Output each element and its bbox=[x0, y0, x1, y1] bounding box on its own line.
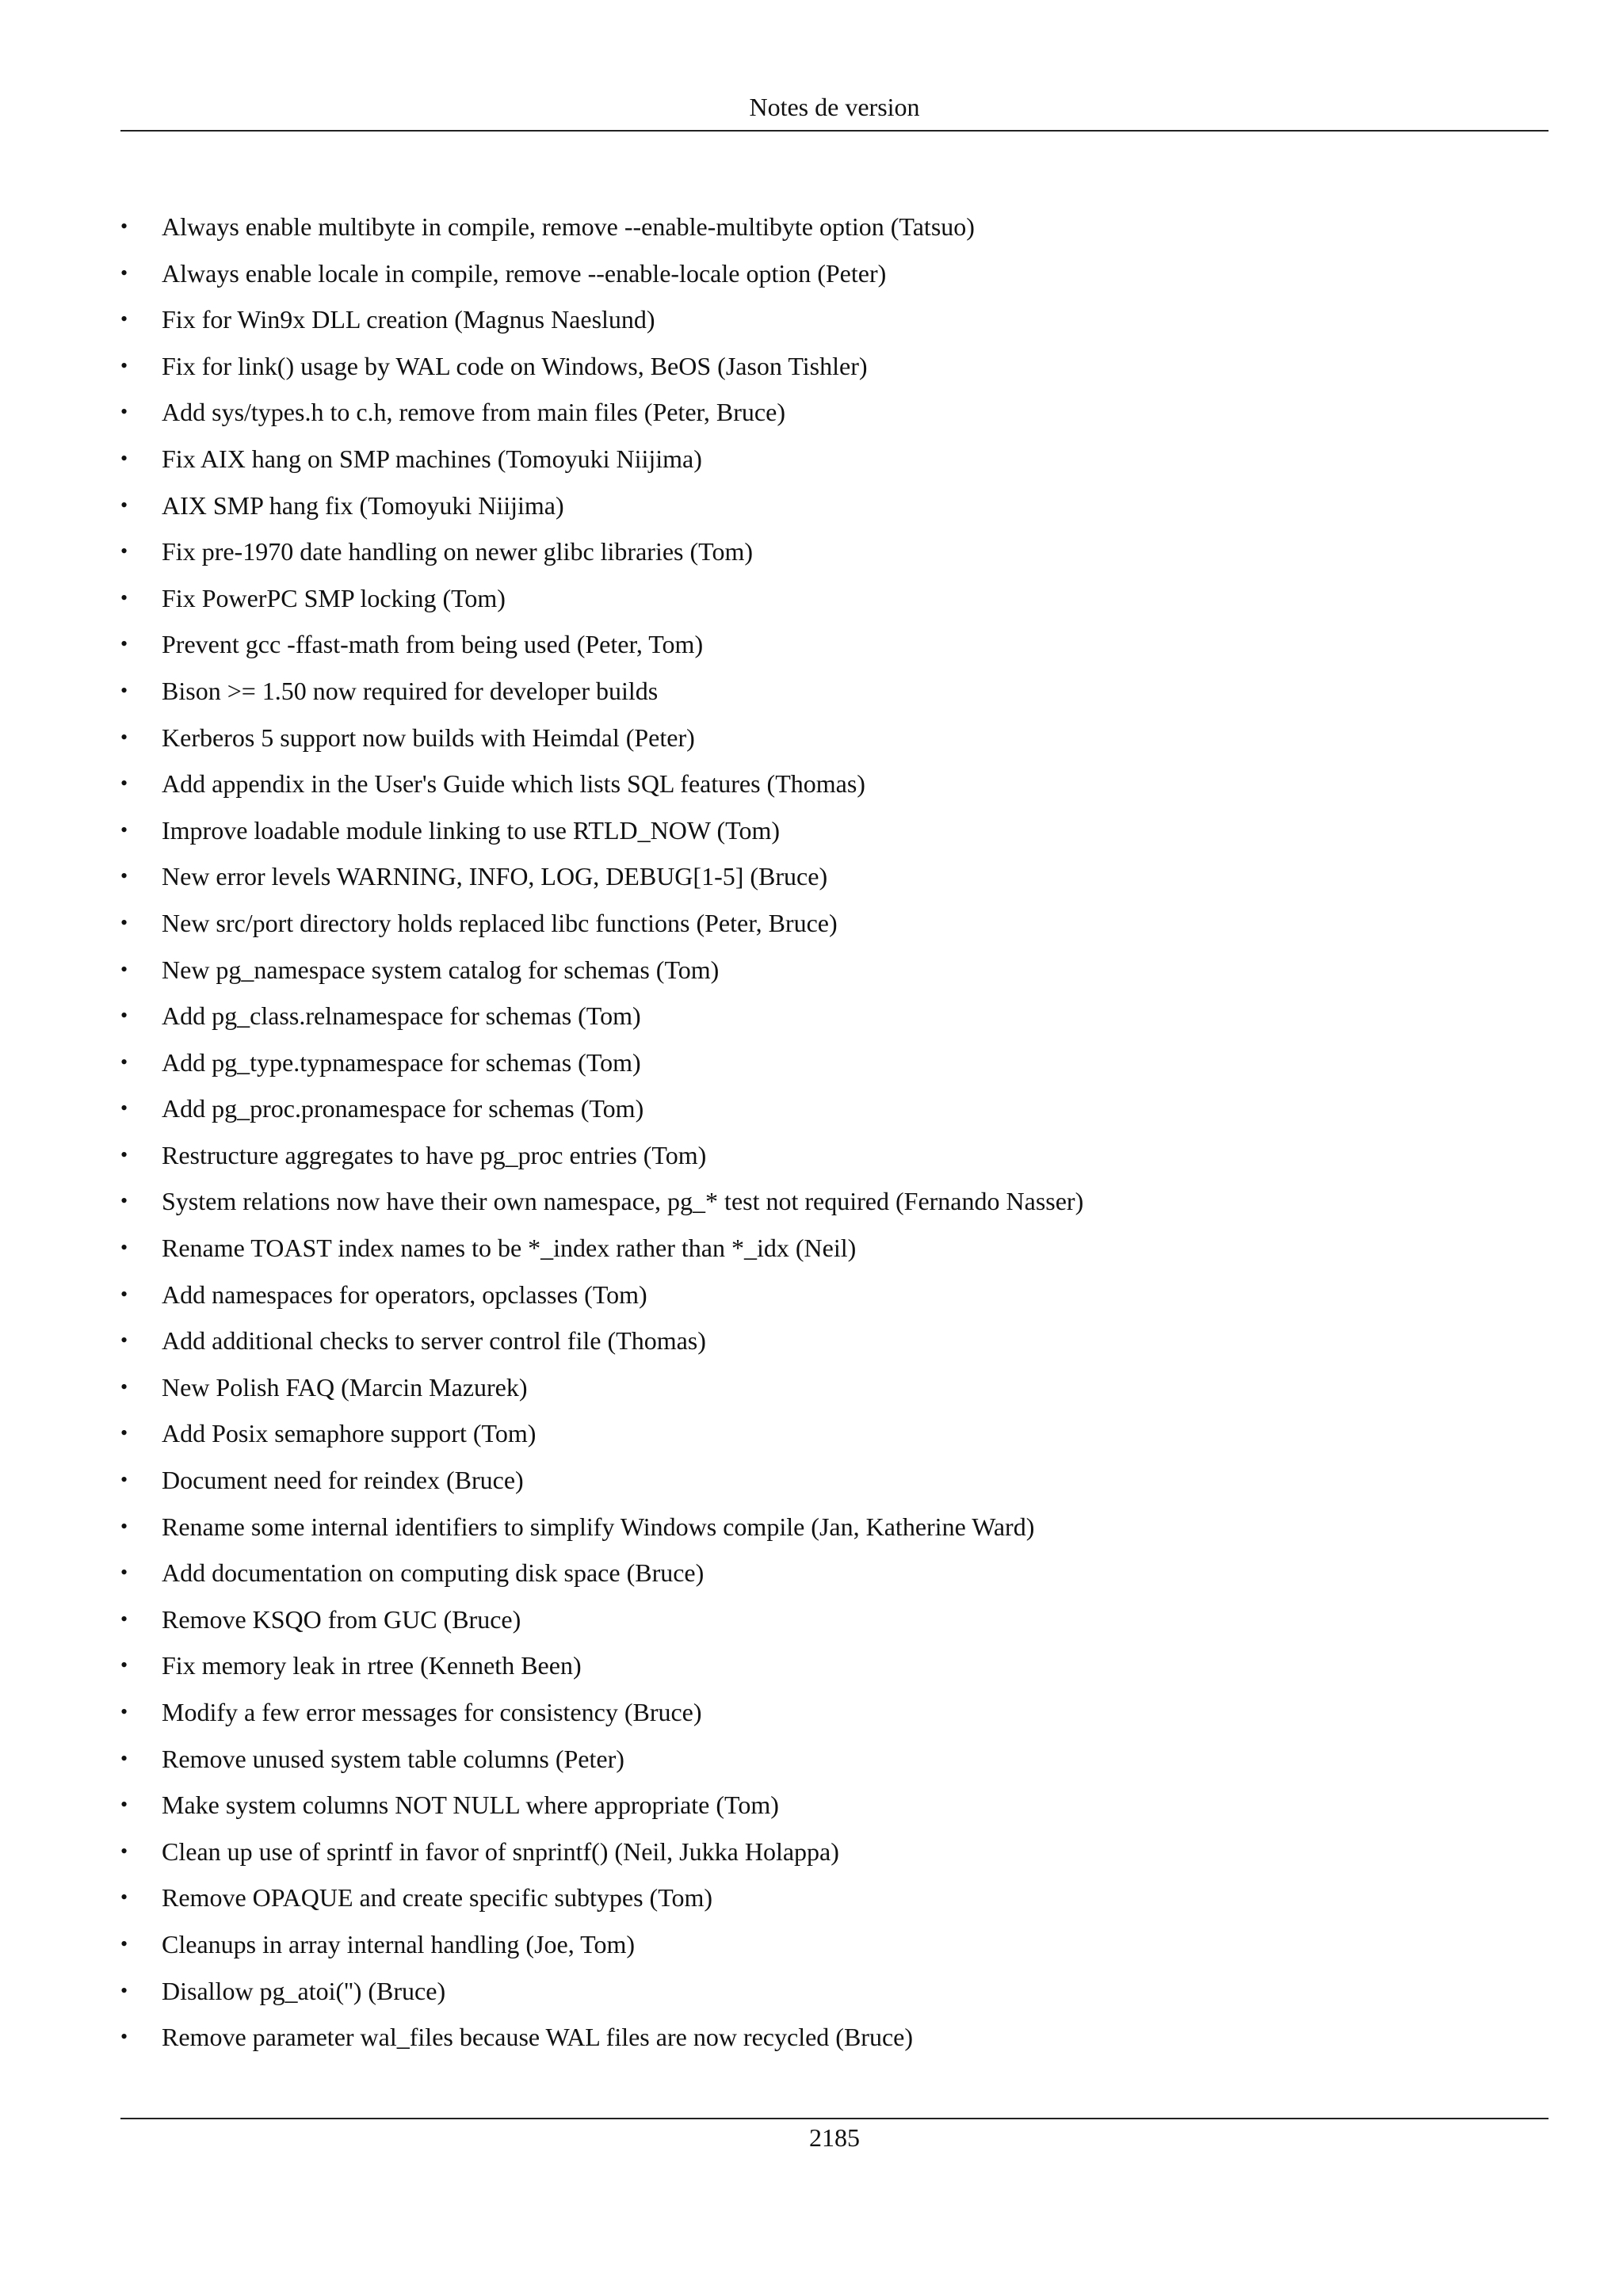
list-item bbox=[120, 1178, 1549, 1225]
bullet-icon: • bbox=[120, 1978, 128, 2002]
page-title: Notes de version bbox=[749, 93, 920, 121]
list-item bbox=[120, 1410, 1549, 1457]
list-item-text: New pg_namespace system catalog for schemas (Tom) bbox=[162, 955, 720, 984]
bullet-icon: • bbox=[120, 261, 128, 284]
list-item-text: Always enable locale in compile, remove --enable-locale option (Peter) bbox=[162, 258, 887, 288]
bullet-icon: • bbox=[120, 2025, 128, 2049]
list-item bbox=[120, 436, 1549, 482]
list-item-text: New error levels WARNING, INFO, LOG, DEBUG[1-5] (Bruce) bbox=[162, 862, 828, 891]
list-item bbox=[120, 993, 1549, 1039]
bullet-icon: • bbox=[120, 1375, 128, 1398]
bullet-icon: • bbox=[120, 307, 128, 331]
list-item-text: Rename TOAST index names to be *_index rather than *_idx (Neil) bbox=[162, 1234, 857, 1263]
bullet-icon: • bbox=[120, 1142, 128, 1166]
bullet-icon: • bbox=[120, 215, 128, 238]
bullet-icon: • bbox=[120, 540, 128, 563]
bullet-icon: • bbox=[120, 910, 128, 934]
bullet-icon: • bbox=[120, 1793, 128, 1817]
bullet-icon: • bbox=[120, 400, 128, 424]
list-item bbox=[120, 1829, 1549, 1875]
list-item bbox=[120, 1272, 1549, 1318]
bullet-icon: • bbox=[120, 1468, 128, 1492]
list-item-text: Remove parameter wal_files because WAL files are now recycled (Bruce) bbox=[162, 2023, 913, 2052]
list-item bbox=[120, 1875, 1549, 1921]
list-item-text: Add documentation on computing disk space (Bruce) bbox=[162, 1558, 705, 1588]
bullet-icon: • bbox=[120, 1561, 128, 1585]
list-item bbox=[120, 575, 1549, 622]
list-item-text: Prevent gcc -ffast-math from being used (Peter, Tom) bbox=[162, 630, 704, 659]
list-item bbox=[120, 1596, 1549, 1643]
bullet-icon: • bbox=[120, 725, 128, 749]
list-item-text: Always enable multibyte in compile, remove --enable-multibyte option (Tatsuo) bbox=[162, 212, 975, 241]
list-item bbox=[120, 2014, 1549, 2061]
bullet-icon: • bbox=[120, 585, 128, 609]
list-item-text: Disallow pg_atoi('') (Bruce) bbox=[162, 1976, 446, 2005]
list-item bbox=[120, 250, 1549, 297]
list-item bbox=[120, 1968, 1549, 2015]
list-item bbox=[120, 1085, 1549, 1132]
list-item-text: Add Posix semaphore support (Tom) bbox=[162, 1419, 537, 1448]
list-item bbox=[120, 1457, 1549, 1504]
list-item-text: Fix PowerPC SMP locking (Tom) bbox=[162, 583, 506, 612]
list-item-text: Fix memory leak in rtree (Kenneth Been) bbox=[162, 1651, 582, 1680]
list-item bbox=[120, 1921, 1549, 1968]
bullet-icon: • bbox=[120, 1236, 128, 1260]
list-item bbox=[120, 715, 1549, 761]
list-item bbox=[120, 1550, 1549, 1596]
list-item-text: Remove unused system table columns (Peter) bbox=[162, 1744, 624, 1773]
bullet-icon: • bbox=[120, 493, 128, 517]
bullet-icon: • bbox=[120, 1514, 128, 1538]
list-item-text: Document need for reindex (Bruce) bbox=[162, 1466, 524, 1495]
list-item-text: Make system columns NOT NULL where appropriate (Tom) bbox=[162, 1791, 779, 1820]
list-item bbox=[120, 528, 1549, 575]
page-footer bbox=[120, 2118, 1549, 2156]
list-item-text: Restructure aggregates to have pg_proc entries (Tom) bbox=[162, 1140, 707, 1169]
list-item-text: Cleanups in array internal handling (Joe, Tom) bbox=[162, 1929, 636, 1958]
list-item bbox=[120, 1689, 1549, 1736]
list-item bbox=[120, 389, 1549, 436]
bullet-icon: • bbox=[120, 1607, 128, 1630]
list-item bbox=[120, 807, 1549, 854]
list-item bbox=[120, 668, 1549, 715]
list-item bbox=[120, 343, 1549, 390]
list-item bbox=[120, 1039, 1549, 1086]
list-item bbox=[120, 1782, 1549, 1829]
bullet-icon: • bbox=[120, 1189, 128, 1213]
bullet-icon: • bbox=[120, 446, 128, 470]
bullet-icon: • bbox=[120, 1653, 128, 1677]
list-item bbox=[120, 1318, 1549, 1364]
list-item bbox=[120, 204, 1549, 250]
bullet-icon: • bbox=[120, 678, 128, 702]
bullet-icon: • bbox=[120, 1050, 128, 1074]
list-item-text: System relations now have their own namespace, pg_* test not required (Fernando Nasser) bbox=[162, 1187, 1084, 1216]
list-item bbox=[120, 1364, 1549, 1411]
list-item-text: Add sys/types.h to c.h, remove from main files (Peter, Bruce) bbox=[162, 398, 785, 427]
bullet-icon: • bbox=[120, 1839, 128, 1863]
list-item-text: Improve loadable module linking to use RTLD_NOW (Tom) bbox=[162, 815, 780, 845]
bullet-icon: • bbox=[120, 1097, 128, 1120]
list-item-text: New src/port directory holds replaced libc functions (Peter, Bruce) bbox=[162, 908, 838, 937]
list-item bbox=[120, 296, 1549, 343]
bullet-icon: • bbox=[120, 818, 128, 841]
list-item-text: Remove OPAQUE and create specific subtypes (Tom) bbox=[162, 1883, 713, 1913]
list-item bbox=[120, 900, 1549, 947]
list-item-text: AIX SMP hang fix (Tomoyuki Niijima) bbox=[162, 490, 564, 520]
list-item-text: Fix pre-1970 date handling on newer glibc libraries (Tom) bbox=[162, 537, 753, 566]
list-item-text: Bison >= 1.50 now required for developer builds bbox=[162, 676, 659, 705]
bullet-icon: • bbox=[120, 1700, 128, 1723]
bullet-icon: • bbox=[120, 957, 128, 981]
page-number: 2185 bbox=[809, 2123, 860, 2152]
list-item-text: Add namespaces for operators, opclasses (Tom) bbox=[162, 1280, 647, 1309]
list-item-text: Add pg_type.typnamespace for schemas (Tom) bbox=[162, 1047, 641, 1077]
bullet-icon: • bbox=[120, 1004, 128, 1028]
release-notes-content bbox=[120, 204, 1549, 2061]
list-item-text: Remove KSQO from GUC (Bruce) bbox=[162, 1604, 521, 1634]
list-item bbox=[120, 1504, 1549, 1550]
list-item-text: Rename some internal identifiers to simplify Windows compile (Jan, Katherine Ward) bbox=[162, 1512, 1035, 1541]
list-item-text: Add additional checks to server control file (Thomas) bbox=[162, 1326, 706, 1356]
bullet-icon: • bbox=[120, 632, 128, 656]
list-item-text: Add pg_class.relnamespace for schemas (Tom) bbox=[162, 1001, 641, 1031]
list-item-text: Fix AIX hang on SMP machines (Tomoyuki Niijima) bbox=[162, 444, 702, 473]
list-item-text: Kerberos 5 support now builds with Heimdal (Peter) bbox=[162, 723, 695, 752]
list-item bbox=[120, 1642, 1549, 1689]
list-item-text: Fix for Win9x DLL creation (Magnus Naeslund) bbox=[162, 305, 655, 334]
list-item-text: Add appendix in the User's Guide which lists SQL features (Thomas) bbox=[162, 769, 865, 799]
list-item-text: Clean up use of sprintf in favor of snprintf() (Neil, Jukka Holappa) bbox=[162, 1836, 839, 1866]
bullet-icon: • bbox=[120, 1329, 128, 1352]
bullet-icon: • bbox=[120, 864, 128, 888]
release-notes-list bbox=[120, 204, 1549, 2061]
bullet-icon: • bbox=[120, 1421, 128, 1445]
page-header bbox=[120, 93, 1549, 132]
list-item bbox=[120, 1736, 1549, 1783]
list-item bbox=[120, 482, 1549, 529]
list-item-text: Modify a few error messages for consistency (Bruce) bbox=[162, 1698, 702, 1726]
bullet-icon: • bbox=[120, 1746, 128, 1770]
list-item bbox=[120, 761, 1549, 807]
bullet-icon: • bbox=[120, 353, 128, 377]
list-item bbox=[120, 853, 1549, 900]
bullet-icon: • bbox=[120, 1886, 128, 1909]
list-item-text: Fix for link() usage by WAL code on Windows, BeOS (Jason Tishler) bbox=[162, 351, 868, 380]
bullet-icon: • bbox=[120, 1282, 128, 1306]
list-item bbox=[120, 947, 1549, 994]
list-item-text: Add pg_proc.pronamespace for schemas (Tom) bbox=[162, 1094, 644, 1123]
bullet-icon: • bbox=[120, 772, 128, 795]
list-item bbox=[120, 1132, 1549, 1179]
bullet-icon: • bbox=[120, 1932, 128, 1955]
list-item-text: New Polish FAQ (Marcin Mazurek) bbox=[162, 1372, 528, 1402]
list-item bbox=[120, 1225, 1549, 1272]
list-item bbox=[120, 621, 1549, 668]
